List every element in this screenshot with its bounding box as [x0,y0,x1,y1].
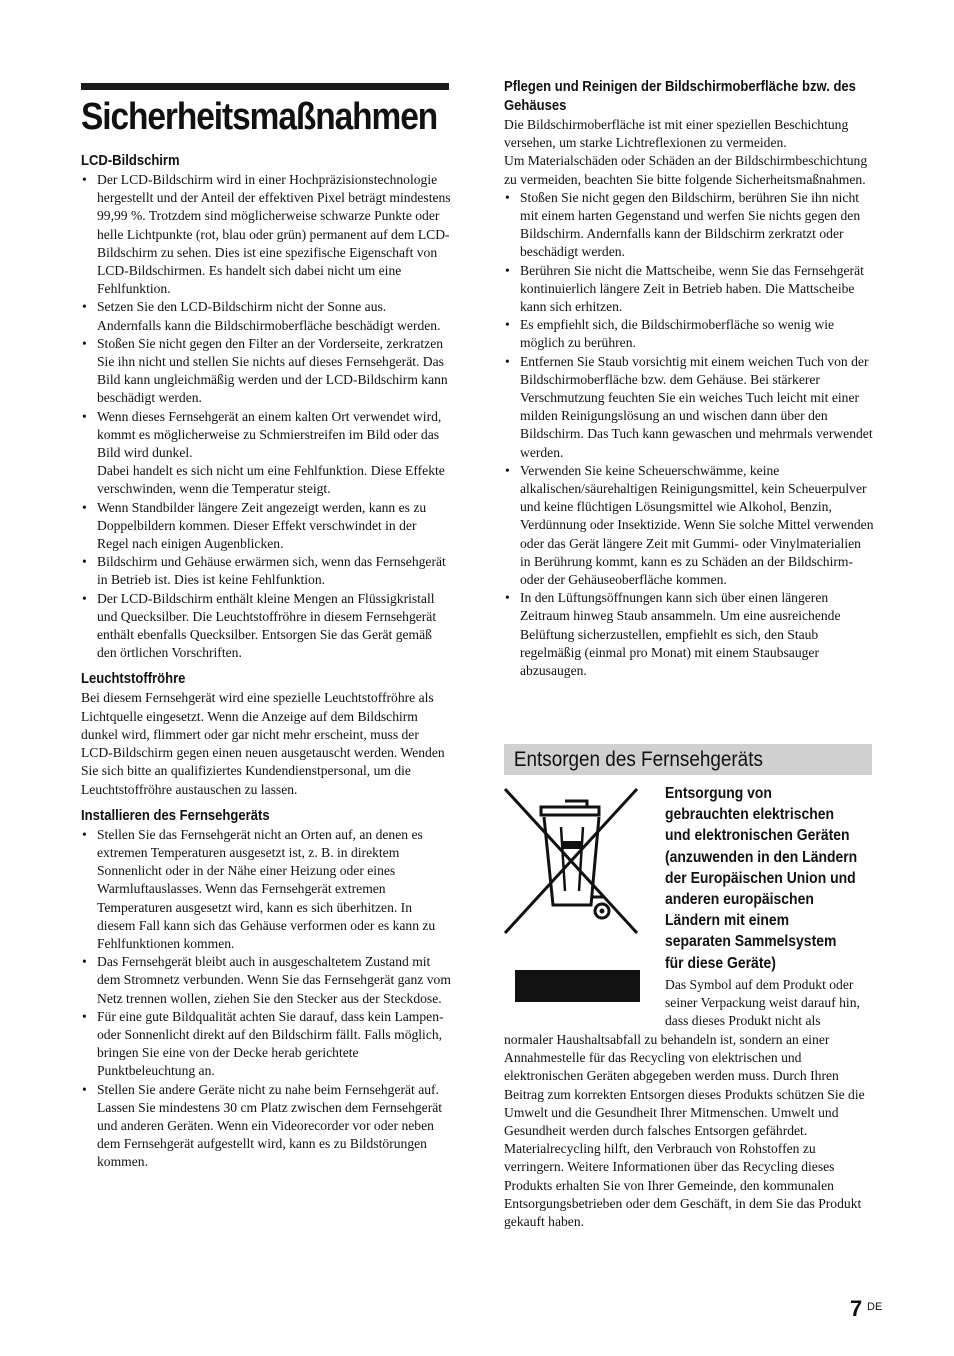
care-intro-2: Um Materialschäden oder Schäden an der Bildschirmbeschichtung zu vermeiden, beachten Sie bitte folgende Sicherheitsmaßnahmen. [504,153,868,187]
lcd-heading: LCD-Bildschirm [81,153,180,169]
list-item: • Der LCD-Bildschirm enthält kleine Mengen an Flüssigkristall und Quecksilber. Die Leuchtstoffröhre in diesem Fernsehgerät enthält ebenfalls Quecksilber. Entsorgen Sie das Gerät gemäß den örtlichen Vorschriften. [81,590,451,663]
list-item: • Stellen Sie andere Geräte nicht zu nahe beim Fernsehgerät auf. Lassen Sie mindestens 30 cm Platz zwischen dem Fernsehgerät und anderen Geräten. Wenn ein Videorecorder vor oder neben dem Fernsehgerät aufgestellt wird, kann es zu Bildstörungen kommen. [81,1081,451,1172]
care-intro-1: Die Bildschirmoberfläche ist mit einer speziellen Beschichtung versehen, um starke Lichtreflexionen zu vermeiden. [504,117,849,151]
list-item: • Bildschirm und Gehäuse erwärmen sich, wenn das Fernsehgerät in Betrieb ist. Dies ist keine Fehlfunktion. [81,553,451,589]
list-item: • Der LCD-Bildschirm wird in einer Hochpräzisionstechnologie hergestellt und der Anteil der effektiven Pixel beträgt mindestens 99,99 %. Trotzdem sind möglicherweise schwarze Punkte oder helle Lichtpunkte (rot, blau oder grün) permanent auf dem LCD-Bildschirm zu sehen. Dies ist eine spezifische Eigenschaft von LCD-Bildschirmen. Es handelt sich dabei nicht um eine Fehlfunktion. [81,171,451,298]
page-title: Sicherheitsmaßnahmen [81,96,438,138]
list-item: • Das Fernsehgerät bleibt auch in ausgeschaltetem Zustand mit dem Stromnetz verbunden. Wenn Sie das Fernsehgerät ganz vom Netz trennen wollen, ziehen Sie den Stecker aus der Steckdose. [81,953,451,1008]
disposal-section-title: Entsorgen des Fernsehgeräts [513,748,763,771]
page-language: DE [867,1301,883,1313]
page-number: 7 [850,1296,863,1321]
list-item: • Wenn Standbilder längere Zeit angezeigt werden, kann es zu Doppelbildern kommen. Dieser Effekt verschwindet in der Regel nach einigen Augenblicken. [81,499,451,554]
title-rule [81,83,449,90]
list-item: • Verwenden Sie keine Scheuerschwämme, keine alkalischen/säurehaltigen Reinigungsmittel, kein Scheuerpulver und keine flüchtigen Lösungsmittel wie Alkohol, Benzin, Verdünnung oder Insektizide. Wenn Sie solche Mittel verwenden oder das Gerät längere Zeit mit Gummi- oder Vinylmaterialien in Berührung kommt, kann es zu Schäden an der Bildschirm- oder der Gehäuseoberfläche kommen. [504,462,874,589]
list-item: • Für eine gute Bildqualität achten Sie darauf, dass kein Lampen- oder Sonnenlicht direkt auf den Bildschirm fällt. Falls möglich, bringen Sie eine von der Decke herab gerichtete Punktbeleuchtung an. [81,1008,451,1081]
tube-heading: Leuchtstoffröhre [81,671,186,688]
list-item: • In den Lüftungsöffnungen kann sich über einen längeren Zeitraum hinweg Staub ansammeln. Um eine ausreichende Belüftung sicherzustellen, empfiehlt es sich, den Staub regelmäßig (einmal pro Monat) mit einem Staubsauger abzusaugen. [504,589,874,680]
weee-text-part2: normaler Haushaltsabfall zu behandeln ist, sondern an einer Annahmestelle für das Recycling von elektrischen und elektronischen Geräten abgegeben werden muss. Durch Ihren Beitrag zum korrekten Entsorgen dieses Produkts schützen Sie die Umwelt und die Gesundheit Ihrer Mitmenschen. Umwelt und Gesundheit werden durch falsches Entsorgen gefährdet. Materialrecycling hilft, den Verbrauch von Rohstoffen zu verringern. Weitere Informationen über das Recycling dieses Produkts erhalten Sie von Ihrer Gemeinde, den kommunalen Entsorgungsbetrieben oder dem Geschäft, in dem Sie das Produkt gekauft haben. [504,1032,865,1230]
list-item: • Es empfiehlt sich, die Bildschirmoberfläche so wenig wie möglich zu berühren. [504,316,874,352]
list-item-text: Wenn dieses Fernsehgerät an einem kalten Ort verwendet wird, kommt es möglicherweise zu Schmierstreifen im Bild oder das Bild wird dunkel. [97,408,442,461]
list-item [81,408,451,499]
list-item: • Entfernen Sie Staub vorsichtig mit einem weichen Tuch von der Bildschirmoberfläche bzw. dem Gehäuse. Bei stärkerer Verschmutzung feuchten Sie ein weiches Tuch leicht mit einer milden Reinigungslösung an und wischen dann über den Bildschirm. Das Tuch kann gewaschen und mehrmals verwendet werden. [504,353,874,462]
list-item-extra: Dabei handelt es sich nicht um eine Fehlfunktion. Diese Effekte verschwinden, wenn die Temperatur steigt. [97,463,445,497]
list-item: • Setzen Sie den LCD-Bildschirm nicht der Sonne aus. Andernfalls kann die Bildschirmoberfläche beschädigt werden. [81,298,451,334]
list-item: • Berühren Sie nicht die Mattscheibe, wenn Sie das Fernsehgerät kontinuierlich längere Zeit in Betrieb haben. Die Mattscheibe kann sich erhitzen. [504,262,874,317]
install-heading: Installieren des Fernsehgeräts [81,807,270,824]
weee-text-part1: Das Symbol auf dem Produkt oder seiner Verpackung weist darauf hin, dass dieses Produkt nicht als [665,977,860,1029]
crossed-out-bin-icon [503,787,639,935]
list-item: • Stoßen Sie nicht gegen den Filter an der Vorderseite, zerkratzen Sie ihn nicht und stellen Sie nichts auf dieses Fernsehgerät. Das Bild kann ungleichmäßig werden und der LCD-Bildschirm kann beschädigt werden. [81,335,451,408]
weee-heading: Entsorgung von gebrauchten elektrischen und elektronischen Geräten (anzuwenden in den Ländern der Europäischen Union und anderen europäischen Ländern mit einem separaten Sammelsystem für diese Geräte) [665,785,858,972]
care-heading: Pflegen und Reinigen der Bildschirmoberfläche bzw. des Gehäuses [504,79,856,114]
install-list [81,826,451,1172]
tube-paragraph: Bei diesem Fernsehgerät wird eine spezielle Leuchtstoffröhre als Lichtquelle eingesetzt. Wenn die Anzeige auf dem Bildschirm dunkel wird, flimmert oder gar nicht mehr erscheint, muss der LCD-Bildschirm gegen einen neuen ausgetauscht werden. Wenden Sie sich bitte an qualifiziertes Kundendienstpersonal, um die Leuchtstoffröhre austauschen zu lassen. [81,690,445,797]
left-column [81,152,451,1172]
disposal-section-header [504,744,872,775]
list-item: • Stellen Sie das Fernsehgerät nicht an Orten auf, an denen es extremen Temperaturen ausgesetzt ist, z. B. in direktem Sonnenlicht oder in der Nähe einer Heizung oder eines Warmluftauslasses. Wenn das Fernsehgerät extremen Temperaturen ausgesetzt wird, kann es sich überhitzen. In diesem Fall kann sich das Gehäuse verformen oder es kann zu Fehlfunktionen kommen. [81,826,451,953]
care-list [504,189,874,680]
list-item: • Stoßen Sie nicht gegen den Bildschirm, berühren Sie ihn nicht mit einem harten Gegenstand und werfen Sie nichts gegen den Bildschirm. Andernfalls kann der Bildschirm zerkratzt oder beschädigt werden. [504,189,874,262]
weee-black-bar [515,970,640,1002]
right-column [504,78,874,680]
lcd-list [81,171,451,662]
